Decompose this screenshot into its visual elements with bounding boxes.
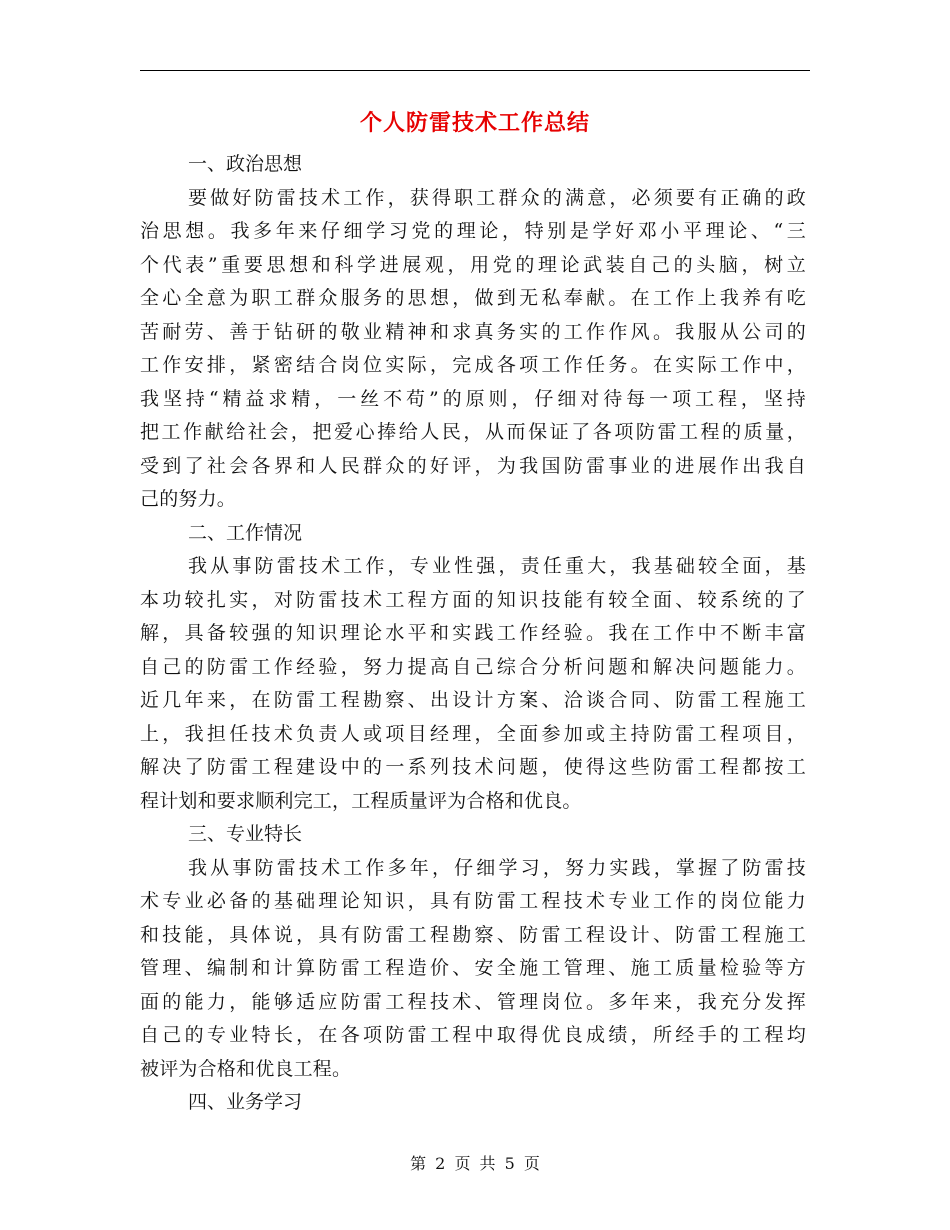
paragraph-line: 个代表”重要思想和科学进展观，用党的理论武装自己的头脑，树立 — [140, 253, 806, 276]
paragraph-line: 把工作献给社会，把爱心捧给人民，从而保证了各项防雷工程的质量， — [140, 421, 806, 443]
paragraph-line: 全心全意为职工群众服务的思想，做到无私奉献。在工作上我养有吃 — [140, 287, 806, 309]
paragraph-line: 我从事防雷技术工作，专业性强，责任重大，我基础较全面，基 — [188, 555, 806, 577]
header-rule — [140, 70, 810, 71]
paragraph-line: 解决了防雷工程建设中的一系列技术问题，使得这些防雷工程都按工 — [140, 756, 806, 778]
paragraph-politics — [140, 182, 806, 517]
paragraph-line: 己的努力。 — [140, 488, 237, 510]
page-number-footer: 第 2 页 共 5 页 — [410, 1154, 540, 1173]
paragraph-line: 自己的防雷工作经验，努力提高自己综合分析问题和解决问题能力。 — [140, 655, 806, 678]
paragraph-line: 我从事防雷技术工作多年，仔细学习，努力实践，掌握了防雷技 — [188, 856, 806, 879]
paragraph-line: 程计划和要求顺利完工，工程质量评为合格和优良。 — [140, 789, 582, 812]
paragraph-line: 苦耐劳、善于钻研的敬业精神和求真务实的工作作风。我服从公司的 — [140, 320, 806, 343]
paragraph-line: 被评为合格和优良工程。 — [140, 1057, 352, 1080]
paragraph-work — [140, 550, 806, 818]
paragraph-line: 工作安排，紧密结合岗位实际，完成各项工作任务。在实际工作中， — [140, 354, 806, 376]
section-heading-study: 四、业务学习 — [188, 1091, 303, 1113]
paragraph-line: 管理、编制和计算防雷工程造价、安全施工管理、施工质量检验等方 — [140, 957, 806, 979]
section-heading-work: 二、工作情况 — [188, 521, 303, 544]
paragraph-line: 近几年来，在防雷工程勘察、出设计方案、洽谈合同、防雷工程施工 — [140, 689, 806, 711]
section-heading-politics: 一、政治思想 — [188, 153, 303, 175]
paragraph-line: 受到了社会各界和人民群众的好评，为我国防雷事业的进展作出我自 — [140, 454, 806, 477]
paragraph-line: 面的能力，能够适应防雷工程技术、管理岗位。多年来，我充分发挥 — [140, 990, 806, 1013]
paragraph-line: 我坚持“精益求精，一丝不苟”的原则，仔细对待每一项工程，坚持 — [140, 387, 806, 410]
paragraph-specialty — [140, 852, 806, 1087]
paragraph-line: 上，我担任技术负责人或项目经理，全面参加或主持防雷工程项目， — [140, 722, 806, 745]
paragraph-line: 治思想。我多年来仔细学习党的理论，特别是学好邓小平理论、“三 — [140, 220, 806, 242]
paragraph-line: 要做好防雷技术工作，获得职工群众的满意，必须要有正确的政 — [188, 186, 806, 209]
paragraph-line: 本功较扎实，对防雷技术工程方面的知识技能有较全面、较系统的了 — [140, 588, 806, 611]
paragraph-line: 解，具备较强的知识理论水平和实践工作经验。我在工作中不断丰富 — [140, 622, 806, 644]
paragraph-line: 自己的专业特长，在各项防雷工程中取得优良成绩，所经手的工程均 — [140, 1024, 806, 1046]
section-heading-specialty: 三、专业特长 — [188, 823, 303, 845]
paragraph-line: 和技能，具体说，具有防雷工程勘察、防雷工程设计、防雷工程施工 — [140, 923, 806, 946]
paragraph-line: 术专业必备的基础理论知识，具有防雷工程技术专业工作的岗位能力 — [140, 890, 806, 912]
document-title: 个人防雷技术工作总结 — [359, 110, 590, 136]
document-body — [140, 148, 806, 1120]
